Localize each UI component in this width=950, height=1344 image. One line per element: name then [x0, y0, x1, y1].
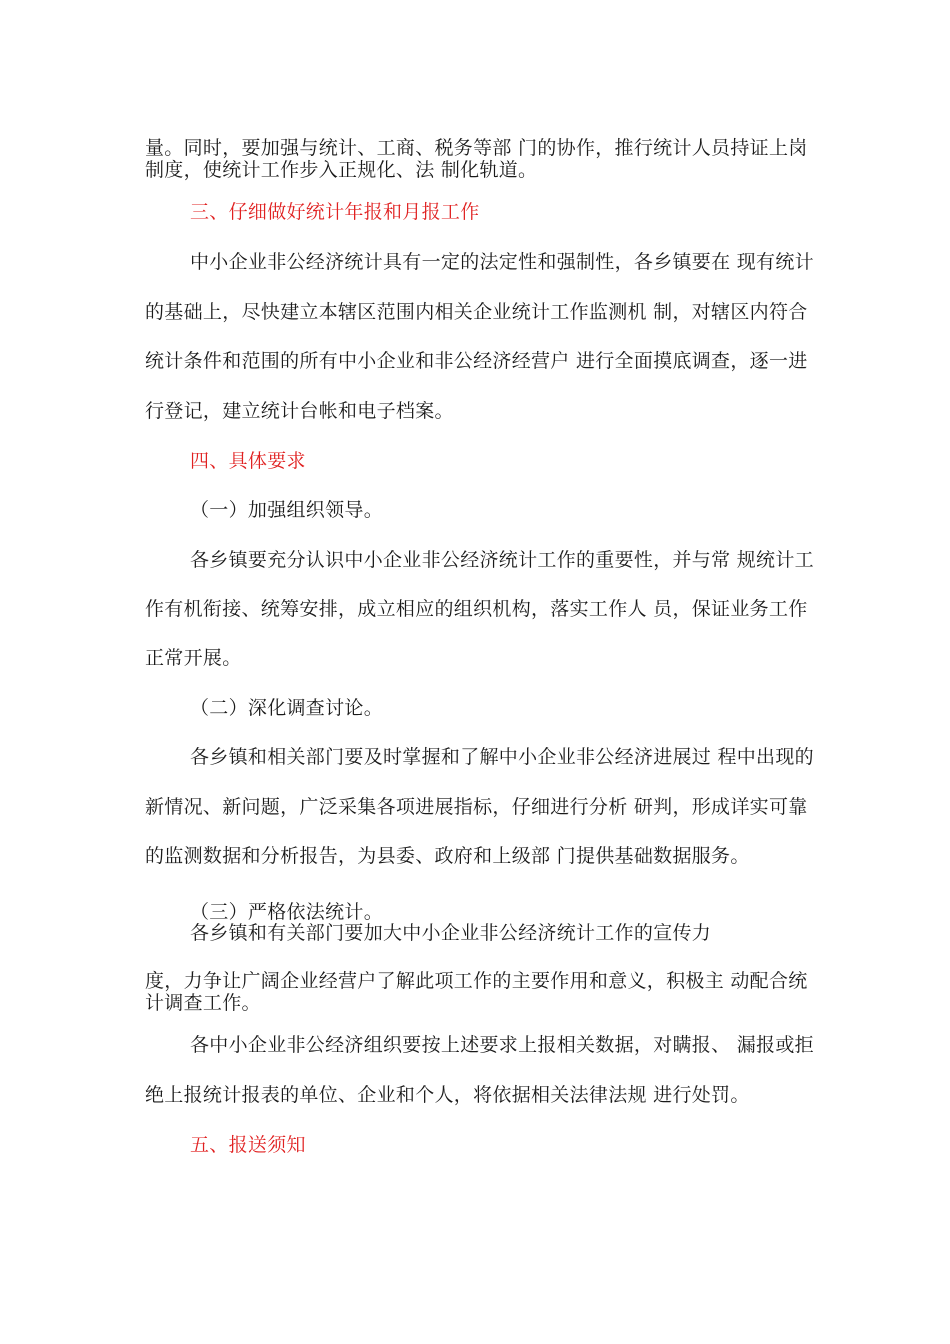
para5-line1: 各乡镇和有关部门要加大中小企业非公经济统计工作的宣传力 — [190, 922, 712, 944]
para2-line2: 的基础上，尽快建立本辖区范围内相关企业统计工作监测机 制，对辖区内符合 — [145, 301, 808, 323]
para5-line2: 度，力争让广阔企业经营户了解此项工作的主要作用和意义，积极主 动配合统 — [145, 970, 808, 992]
para6-line2: 绝上报统计报表的单位、企业和个人，将依据相关法律法规 进行处罚。 — [145, 1084, 750, 1106]
para5-line3: 计调查工作。 — [145, 992, 261, 1014]
para4-line2: 新情况、新问题，广泛采集各项进展指标，仔细进行分析 研判，形成详实可靠 — [145, 796, 808, 818]
subheading-1: （一）加强组织领导。 — [190, 499, 384, 521]
subheading-3: （三）严格依法统计。 — [190, 901, 384, 923]
para3-line1: 各乡镇要充分认识中小企业非公经济统计工作的重要性，并与常 规统计工 — [190, 549, 814, 571]
section-heading-3: 三、仔细做好统计年报和月报工作 — [190, 201, 480, 223]
para1-line1: 量。同时，要加强与统计、工商、税务等部 门的协作，推行统计人员持证上岗 — [145, 137, 808, 159]
para6-line1: 各中小企业非公经济组织要按上述要求上报相关数据，对瞒报、 漏报或拒 — [190, 1034, 814, 1056]
para4-line3: 的监测数据和分析报告，为县委、政府和上级部 门提供基础数据服务。 — [145, 845, 750, 867]
para2-line4: 行登记，建立统计台帐和电子档案。 — [145, 400, 454, 422]
para3-line2: 作有机衔接、统筹安排，成立相应的组织机构，落实工作人 员，保证业务工作 — [145, 598, 808, 620]
section-heading-4: 四、具体要求 — [190, 450, 306, 472]
para3-line3: 正常开展。 — [145, 647, 242, 669]
para2-line1: 中小企业非公经济统计具有一定的法定性和强制性，各乡镇要在 现有统计 — [190, 251, 814, 273]
para4-line1: 各乡镇和相关部门要及时掌握和了解中小企业非公经济进展过 程中出现的 — [190, 746, 814, 768]
para1-line2: 制度，使统计工作步入正规化、法 制化轨道。 — [145, 159, 538, 181]
para2-line3: 统计条件和范围的所有中小企业和非公经济经营户 进行全面摸底调查，逐一进 — [145, 350, 808, 372]
subheading-2: （二）深化调查讨论。 — [190, 697, 384, 719]
section-heading-5: 五、报送须知 — [190, 1134, 306, 1156]
